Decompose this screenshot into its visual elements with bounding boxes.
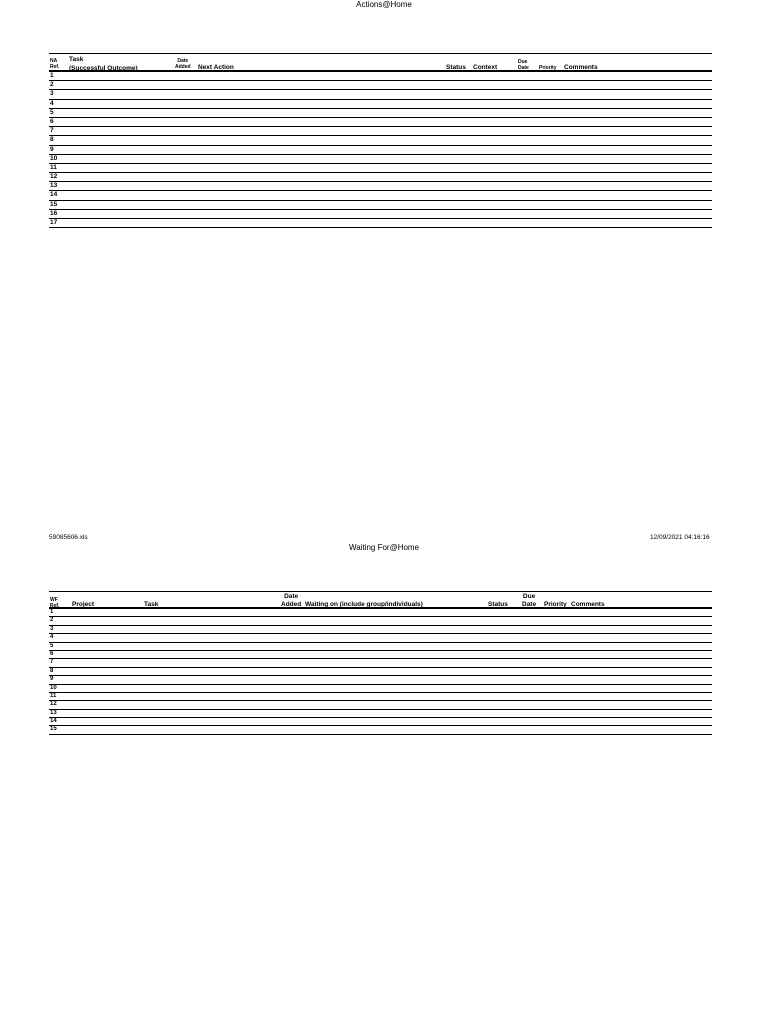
table-row: 15 bbox=[49, 201, 712, 210]
header-priority: Priority bbox=[539, 65, 557, 71]
table-row: 5 bbox=[49, 109, 712, 118]
table-row: 4 bbox=[49, 634, 712, 642]
header-context: Context bbox=[473, 64, 498, 71]
table-row: 2 bbox=[49, 617, 712, 625]
table-row: 17 bbox=[49, 219, 712, 228]
header-priority: Priority bbox=[544, 601, 567, 608]
table-row: 8 bbox=[49, 668, 712, 676]
table-row: 1 bbox=[49, 72, 712, 81]
table-row: 5 bbox=[49, 643, 712, 651]
table-row: 15 bbox=[49, 726, 712, 734]
header-task bbox=[69, 56, 138, 72]
table-row: 11 bbox=[49, 693, 712, 701]
header-due-line1: Due bbox=[518, 59, 528, 65]
header-due-date bbox=[518, 59, 529, 71]
table-row: 6 bbox=[49, 651, 712, 659]
header-date-added bbox=[281, 593, 301, 608]
table-row: 9 bbox=[49, 676, 712, 684]
table-row: 10 bbox=[49, 155, 712, 164]
table-row: 3 bbox=[49, 626, 712, 634]
header-task-line2: (Successful Outcome) bbox=[69, 65, 138, 72]
header-next-action: Next Action bbox=[198, 64, 234, 71]
actions-table bbox=[49, 53, 712, 228]
table-row: 12 bbox=[49, 701, 712, 709]
header-wf-ref-line2: Ref. bbox=[50, 603, 60, 609]
waiting-table-header bbox=[49, 591, 712, 609]
table-row: 7 bbox=[49, 127, 712, 136]
header-na-ref-line1: NA bbox=[50, 58, 58, 64]
actions-table-header bbox=[49, 53, 712, 72]
page-title-waiting-for-home: Waiting For@Home bbox=[348, 543, 420, 552]
table-row: 6 bbox=[49, 118, 712, 127]
header-due-line1: Due bbox=[522, 593, 536, 600]
table-row: 14 bbox=[49, 191, 712, 200]
header-date-line2: Added bbox=[175, 64, 191, 70]
table-row: 9 bbox=[49, 146, 712, 155]
table-row: 1 bbox=[49, 609, 712, 617]
header-due-line2: Date bbox=[522, 601, 537, 608]
header-date-added bbox=[175, 58, 191, 70]
header-date-line1: Date bbox=[284, 593, 299, 600]
waiting-for-table bbox=[49, 591, 712, 735]
footer-timestamp: 12/09/2021 04:16:16 bbox=[650, 534, 710, 541]
table-row: 7 bbox=[49, 659, 712, 667]
page-title-actions-home: Actions@Home bbox=[356, 0, 412, 9]
table-row: 16 bbox=[49, 210, 712, 219]
table-row: 14 bbox=[49, 718, 712, 726]
table-row: 8 bbox=[49, 136, 712, 145]
waiting-rows bbox=[49, 609, 712, 735]
table-row: 2 bbox=[49, 81, 712, 90]
header-comments: Comments bbox=[571, 601, 605, 608]
header-wf-ref bbox=[50, 597, 59, 609]
table-row: 10 bbox=[49, 685, 712, 693]
header-due-line2: Date bbox=[518, 65, 529, 71]
header-date-line1: Date bbox=[177, 58, 189, 64]
header-task: Task bbox=[144, 601, 159, 608]
header-wf-ref-line1: WF bbox=[50, 597, 58, 603]
header-na-ref-line2: Ref. bbox=[50, 64, 60, 70]
header-due-date bbox=[522, 593, 536, 608]
actions-rows bbox=[49, 72, 712, 228]
table-row: 13 bbox=[49, 182, 712, 191]
header-status: Status bbox=[488, 601, 508, 608]
table-row: 4 bbox=[49, 100, 712, 109]
table-row: 3 bbox=[49, 90, 712, 99]
header-status: Status bbox=[446, 64, 466, 71]
header-task-line1: Task bbox=[69, 56, 84, 63]
header-na-ref bbox=[50, 58, 59, 70]
table-row: 11 bbox=[49, 164, 712, 173]
header-date-line2: Added bbox=[281, 601, 302, 608]
footer-filename: 59085606.xls bbox=[49, 534, 88, 541]
header-waiting-on: Waiting on (include group/individuals) bbox=[305, 601, 423, 608]
header-comments: Comments bbox=[564, 64, 598, 71]
table-row: 13 bbox=[49, 710, 712, 718]
table-row: 12 bbox=[49, 173, 712, 182]
header-project: Project bbox=[72, 601, 95, 608]
